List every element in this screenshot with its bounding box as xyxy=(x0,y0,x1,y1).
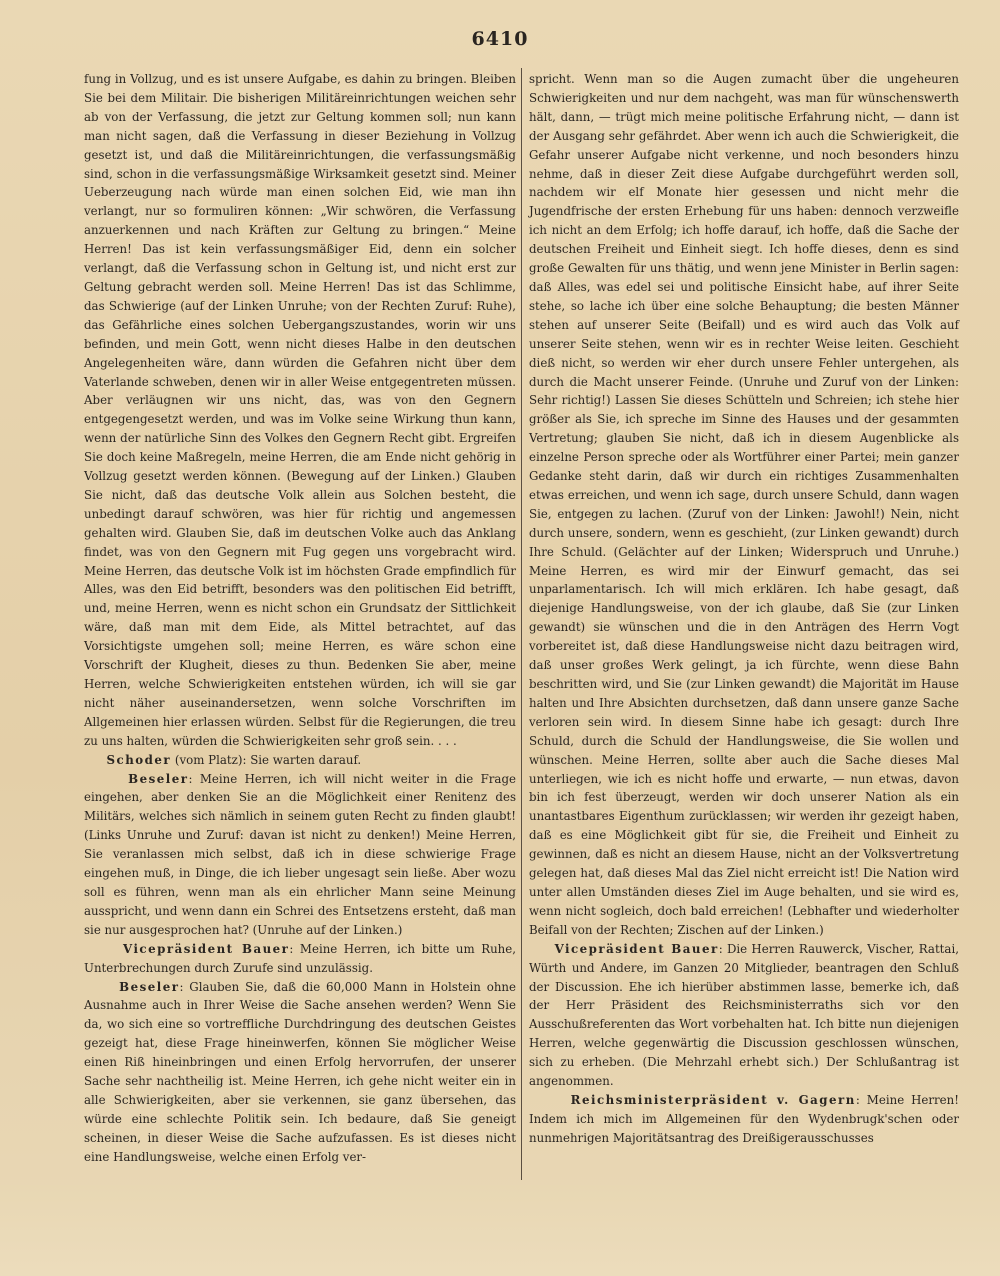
speaker-name: Reichsministerpräsident v. Gagern xyxy=(570,1092,856,1107)
paragraph: fung in Vollzug, und es ist unsere Aufgabe, es dahin zu bringen. Bleiben Sie bei dem Militair. Die bisherigen Militäreinrichtungen weichen sehr ab von der Verfassung, die jetzt zur Geltung kommen soll; nun kann man nicht sagen, daß die Verfassung in dieser Beziehung in Vollzug gesetzt ist, und daß die Militäreinrichtungen, die verfassungsmäßig sind, schon in die verfassungsmäßige Wirksamkeit gesetzt sind. Meiner Ueberzeugung nach würde man einen solchen Eid, wie man ihn verlangt, nur so formuliren können: „Wir schwören, die Verfassung anzuerkennen und nach Kräften zur Geltung zu bringen.“ Meine Herren! Das ist kein verfassungsmäßiger Eid, denn ein solcher verlangt, daß die Verfassung schon in Geltung ist, und nicht erst zur Geltung gebracht werden soll. Meine Herren! Das ist das Schlimme, das Schwierige (auf der Linken Unruhe; von der Rechten Zuruf: Ruhe), das Gefährliche eines solchen Uebergangszustandes, worin wir uns befinden, und mein Gott, wenn nicht dieses Halbe in den deutschen Angelegenheiten wäre, dann würden die Gefahren nicht über dem Vaterlande schweben, denen wir in aller Weise entgegentreten müssen. Aber verläugnen wir uns nicht, das, was von den Gegnern entgegengesetzt werden, und was im Volke seine Wirkung thun kann, wenn der natürliche Sinn des Volkes den Gegnern Recht gibt. Ergreifen Sie doch keine Maßregeln, meine Herren, die am Ende nicht gehörig in Vollzug gesetzt werden können. (Bewegung auf der Linken.) Glauben Sie nicht, daß das deutsche Volk allein aus Solchen besteht, die unbedingt darauf schwören, was hier für richtig und angemessen gehalten wird. Glauben Sie, daß im deutschen Volke auch das Anklang findet, was von den Gegnern mit Fug gegen uns vorgebracht wird. Meine Herren, das deutsche Volk ist im höchsten Grade empfindlich für Alles, was den Eid betrifft, besonders was den politischen Eid betrifft, und, meine Herren, wenn es nicht schon ein Grundsatz der Sittlichkeit wäre, daß man mit dem Eide, als Mittel betrachtet, auf das Vorsichtigste umgehen soll; meine Herren, es wäre schon eine Vorschrift der Klugheit, dieses zu thun. Bedenken Sie aber, meine Herren, welche Schwierigkeiten entstehen würden, ich will sie gar nicht näher auseinandersetzen, wenn solche Vorschriften im Allgemeinen hier erlassen würden. Selbst für die Regierungen, die treu zu uns halten, würden die Schwierigkeiten sehr groß sein. . . . xyxy=(84,72,516,748)
paragraph: Vicepräsident Bauer: Die Herren Rauwerck, Vischer, Rattai, Würth und Andere, im Ganzen 20 Mitglieder, beantragen den Schluß der Discussion. Ehe ich hierüber abstimmen lasse, bemerke ich, daß der Herr Präsident des Reichsministerraths sich vor den Ausschußreferenten das Wort vorbehalten hat. Ich bitte nun diejenigen Herren, welche gegenwärtig die Discussion geschlossen wünschen, sich zu erheben. (Die Mehrzahl erhebt sich.) Der Schlußantrag ist angenommen. xyxy=(529,941,959,1089)
speaker-name: Vicepräsident Bauer xyxy=(554,941,719,956)
page-number: 6410 xyxy=(471,28,529,50)
page-bottom-margin xyxy=(0,1185,1000,1276)
paragraph: Schoder (vom Platz): Sie warten darauf. xyxy=(106,752,362,767)
paragraph: Reichsministerpräsident v. Gagern: Meine Herren! Indem ich mich im Allgemeinen für den Wydenbrugk'schen oder nunmehrigen Majoritätsantrag des Dreißigerausschusses xyxy=(529,1092,960,1145)
paragraph: Vicepräsident Bauer: Meine Herren, ich bitte um Ruhe, Unterbrechungen durch Zurufe sind unzulässig. xyxy=(84,941,517,975)
speaker-name: Vicepräsident Bauer xyxy=(123,941,290,956)
speaker-name: Schoder xyxy=(106,752,172,767)
paragraph: spricht. Wenn man so die Augen zumacht über die ungeheuren Schwierigkeiten und nur dem nachgeht, was man für wünschenswerth hält, dann, — trügt mich meine politische Erfahrung nicht, — dann ist der Ausgang sehr gefährdet. Aber wenn ich auch die Schwierigkeit, die Gefahr unserer Aufgabe nicht verkenne, und noch besonders hinzu nehme, daß in dieser Zeit diese Aufgabe durchgeführt werden soll, nachdem wir elf Monate hier gesessen und nicht mehr die Jugendfrische der ersten Erhebung für uns haben: dennoch verzweifle ich nicht an dem Erfolg; ich hoffe darauf, ich hoffe, daß die Sache der deutschen Freiheit und Einheit siegt. Ich hoffe dieses, denn es sind große Gewalten für uns thätig, und wenn jene Minister in Berlin sagen: daß Alles, was edel sei und politische Einsicht habe, auf ihrer Seite stehe, so lache ich über eine solche Behauptung; die besten Männer stehen auf unserer Seite (Beifall) und es wird auch das Volk auf unserer Seite stehen, wenn wir es in rechter Weise leiten. Geschieht dieß nicht, so werden wir eher durch unsere Fehler untergehen, als durch die Macht unserer Feinde. (Unruhe und Zuruf von der Linken: Sehr richtig!) Lassen Sie dieses Schütteln und Schreien; ich stehe hier größer als Sie, ich spreche im Sinne des Hauses und der gesammten Vertretung; glauben Sie nicht, daß ich in diesem Augenblicke als einzelne Person spreche oder als Wortführer einer Partei; mein ganzer Gedanke steht darin, daß wir durch ein richtiges Zusammenhalten etwas erreichen, und wenn ich sage, durch unsere Schuld, dann wagen Sie, entgegen zu lachen. (Zuruf von der Linken: Jawohl!) Nein, nicht durch unsere, sondern, wenn es geschieht, (zur Linken gewandt) durch Ihre Schuld. (Gelächter auf der Linken; Widerspruch und Unruhe.) Meine Herren, es wird mir der Einwurf gemacht, das sei unparlamentarisch. Ich will mich erklären. Ich habe gesagt, daß diejenige Handlungsweise, von der ich glaube, daß Sie (zur Linken gewandt) sie wünschen und die in den Anträgen des Herrn Vogt vorbereitet ist, daß diese Handlungsweise nicht dazu beitragen wird, daß unser großes Werk gelingt, ja ich fürchte, wenn diese Bahn beschritten wird, und Sie (zur Linken gewandt) die Majorität im Hause halten und Ihre Absichten durchsetzen, daß dann unsere ganze Sache verloren sein wird. In diesem Sinne habe ich gesagt: durch Ihre Schuld, durch die Schuld der Handlungsweise, die Sie wollen und wünschen. Meine Herren, sollte aber auch die Sache dieses Mal unterliegen, wie ich es nicht hoffe und erwarte, — nun etwas, davon bin ich fest überzeugt, werden wir doch unserer Nation als ein unantastbares Eigenthum zurücklassen; wir werden ihr gezeigt haben, daß es eine Möglichkeit gibt für sie, die Freiheit und Einheit zu gewinnen, daß es nicht an diesem Hause, nicht an der Volksvertretung gelegen hat, daß dieses Mal das Ziel nicht erreicht ist! Die Nation wird unter allen Umständen dieses Ziel im Auge behalten, und sie wird es, wenn nicht sogleich, doch bald erreichen! (Lebhafter und wiederholter Beifall von der Rechten; Zischen auf der Linken.) xyxy=(529,72,959,937)
speaker-name: Beseler xyxy=(119,979,180,994)
paragraph: Beseler: Glauben Sie, daß die 60,000 Mann in Holstein ohne Ausnahme auch in Ihrer Weise die Sache ansehen werden? Wenn Sie da, wo sich eine so vortreffliche Durchdringung des deutschen Geistes gezeigt hat, diese Frage hineinwerfen, können Sie möglicher Weise einen Riß hineinbringen und einen Erfolg hervorrufen, der unserer Sache sehr nachtheilig ist. Meine Herren, ich gehe nicht weiter ein in alle Schwierigkeiten, aber sie verkennen, sie ganz übersehen, das würde eine schlechte Politik sein. Ich bedaure, daß Sie geneigt scheinen, in dieser Weise die Sache aufzufassen. Es ist dieses nicht eine Handlungsweise, welche einen Erfolg ver- xyxy=(84,979,516,1164)
right-column xyxy=(529,70,959,1148)
column-divider xyxy=(521,68,522,1180)
speaker-name: Beseler xyxy=(128,771,189,786)
paragraph: Beseler: Meine Herren, ich will nicht weiter in die Frage eingehen, aber denken Sie an die Möglichkeit einer Renitenz des Militärs, welches sich nämlich in seinem guten Recht zu finden glaubt! (Links Unruhe und Zuruf: davan ist nicht zu denken!) Meine Herren, Sie veranlassen mich selbst, daß ich in diese schwierige Frage eingehen muß, in Dinge, die ich lieber ungesagt sein ließe. Aber wozu soll es führen, wenn man als ein ehrlicher Mann seine Meinung ausspricht, und wenn dann ein Schrei des Entsetzens ersteht, daß man sie nur ausgesprochen hat? (Unruhe auf der Linken.) xyxy=(84,771,516,937)
left-column xyxy=(84,70,516,1167)
